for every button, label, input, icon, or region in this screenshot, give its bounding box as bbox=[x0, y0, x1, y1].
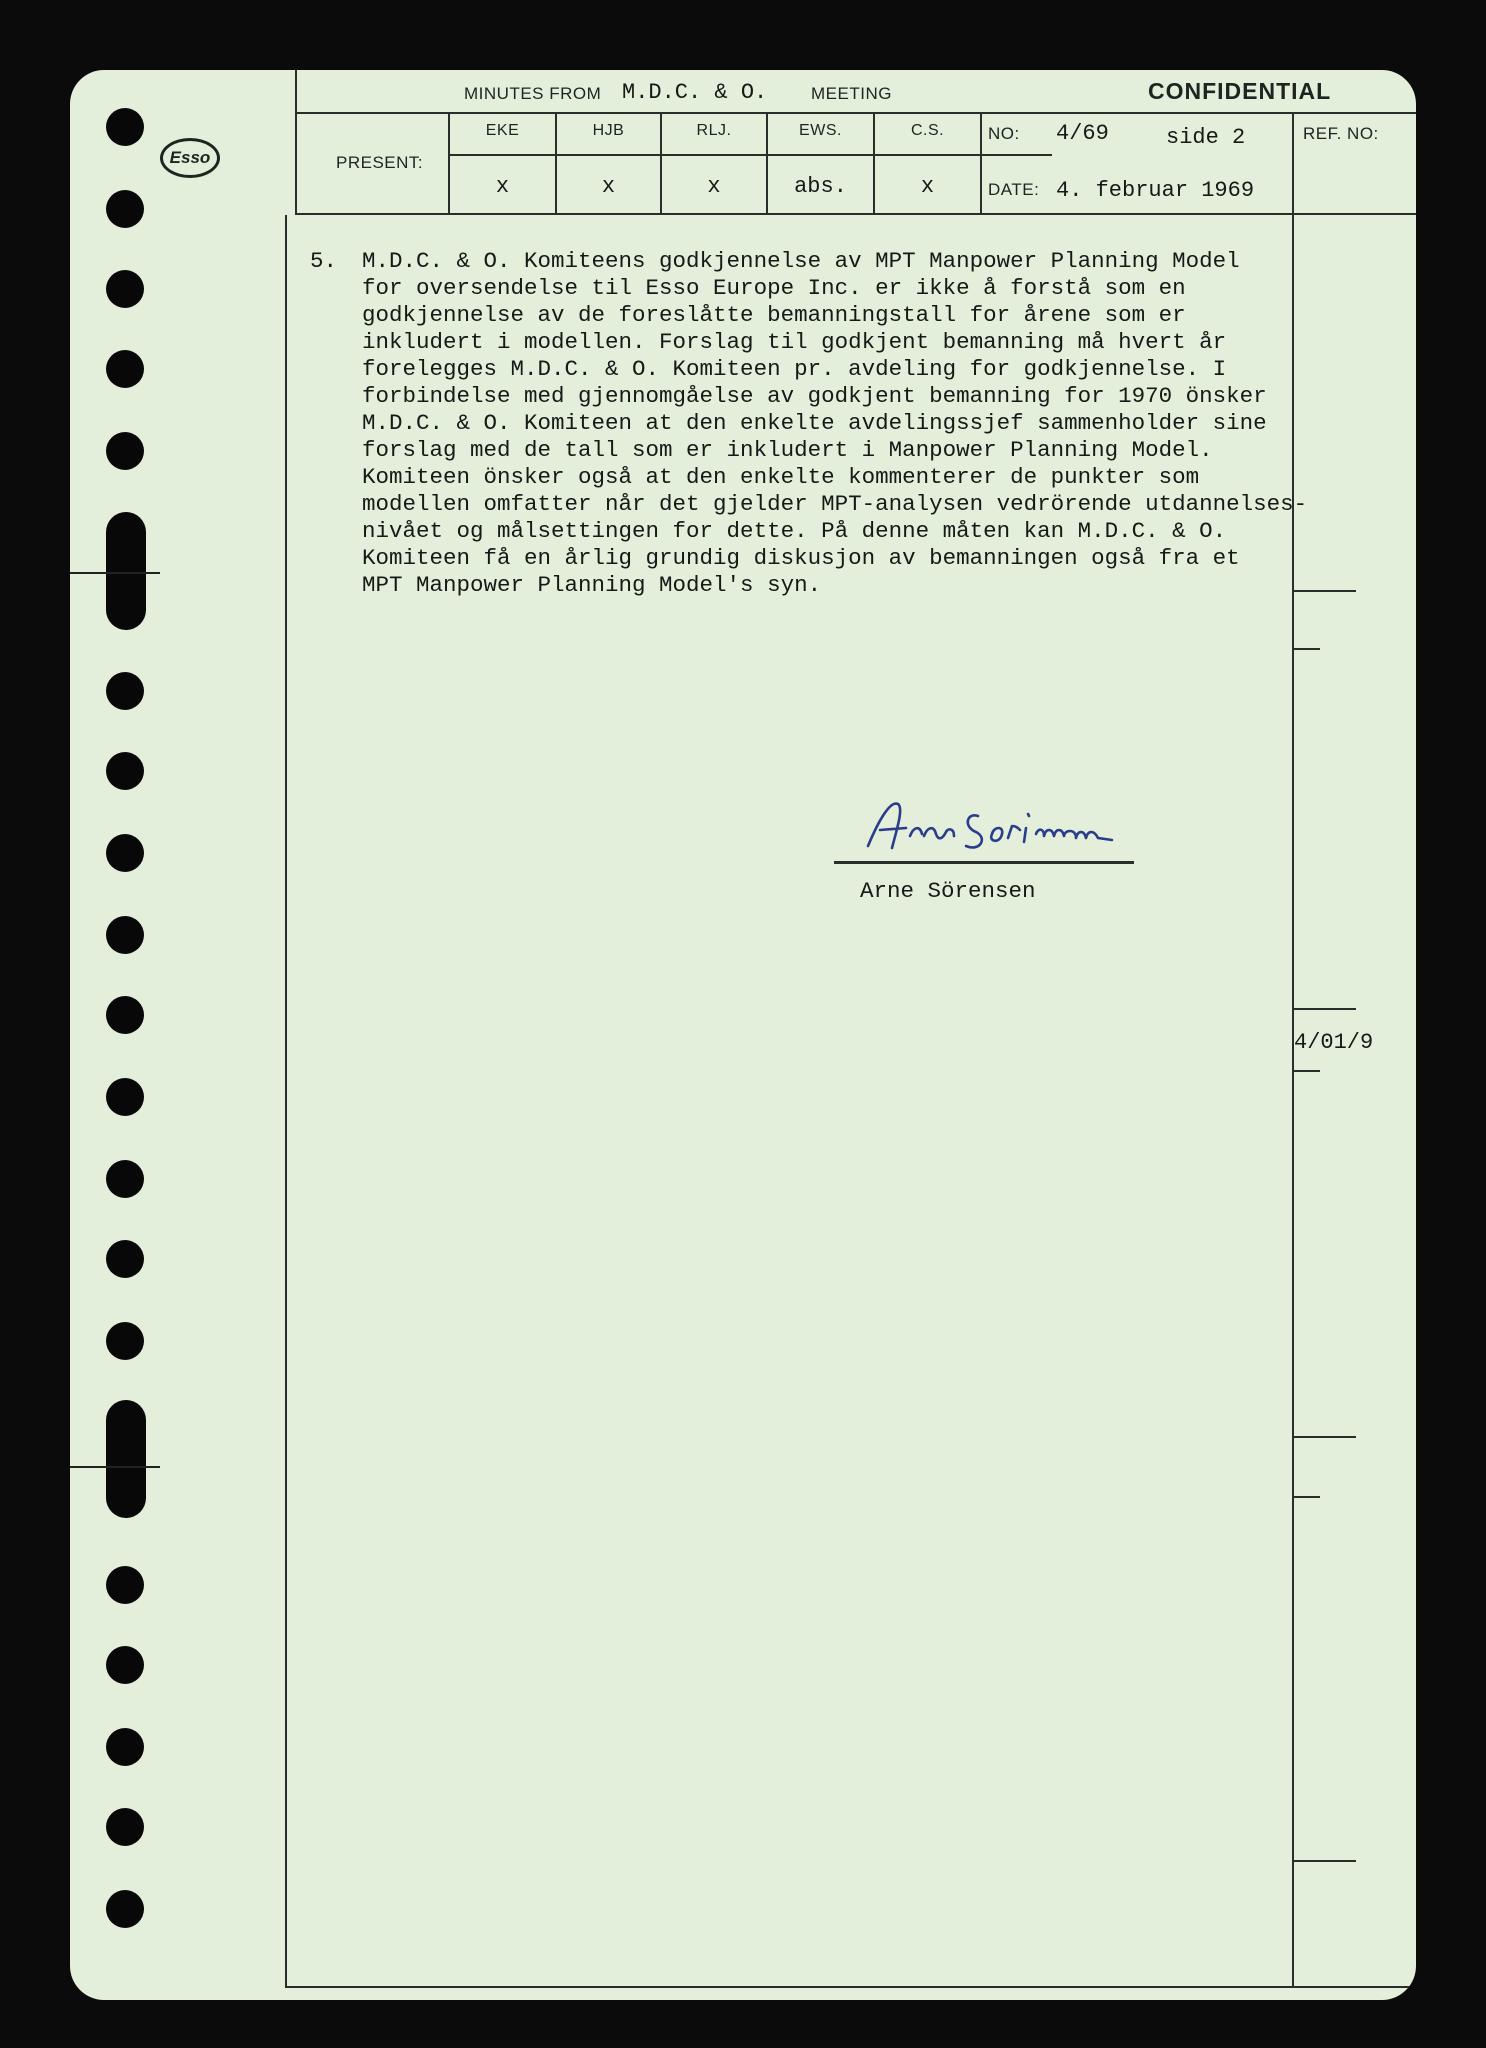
confidential-label: CONFIDENTIAL bbox=[1148, 78, 1332, 104]
binder-hole bbox=[106, 350, 144, 388]
binder-hole bbox=[106, 1160, 144, 1198]
handwritten-signature bbox=[850, 782, 1170, 872]
left-margin-rule bbox=[285, 215, 287, 1988]
item-text-line: forelegges M.D.C. & O. Komiteen pr. avdeling for godkjennelse. I bbox=[362, 356, 1227, 382]
signature-rule bbox=[834, 861, 1134, 864]
binder-hole bbox=[106, 1240, 144, 1278]
item-text-line: for oversendelse til Esso Europe Inc. er ikke å forstå som en bbox=[362, 275, 1186, 301]
margin-tick bbox=[1292, 1860, 1356, 1862]
meeting-label: MEETING bbox=[811, 84, 892, 103]
header-rule bbox=[295, 213, 1416, 215]
header-rule bbox=[980, 112, 982, 215]
item-number: 5. bbox=[310, 248, 338, 274]
margin-tick bbox=[1292, 1070, 1320, 1072]
header-rule bbox=[448, 154, 1052, 156]
margin-tick bbox=[1292, 1496, 1320, 1498]
ref-number-label: REF. NO: bbox=[1303, 124, 1379, 143]
binder-slot bbox=[106, 1400, 146, 1518]
binder-thread bbox=[70, 572, 160, 574]
bottom-rule bbox=[285, 1986, 1416, 1988]
esso-logo-text: Esso bbox=[169, 148, 211, 167]
attendee-initials: C.S. bbox=[910, 122, 945, 139]
item-text-line: Komiteen önsker også at den enkelte kommenterer de punkter som bbox=[362, 464, 1200, 490]
attendee-mark: x bbox=[495, 174, 510, 199]
binder-hole bbox=[106, 1808, 144, 1846]
page-side: side 2 bbox=[1166, 125, 1246, 150]
attendee-mark: x bbox=[707, 174, 721, 199]
item-text-line: M.D.C. & O. Komiteens godkjennelse av MPT Manpower Planning Model bbox=[362, 248, 1240, 274]
margin-tick bbox=[1292, 1008, 1356, 1010]
binder-hole bbox=[106, 916, 144, 954]
attendee-initials: EWS. bbox=[799, 122, 842, 139]
binder-slot bbox=[106, 512, 146, 630]
binder-hole bbox=[106, 1322, 144, 1360]
binder-hole bbox=[106, 270, 144, 308]
number-value: 4/69 bbox=[1056, 121, 1109, 146]
binder-hole bbox=[106, 108, 144, 146]
esso-logo bbox=[160, 138, 220, 178]
present-label: PRESENT: bbox=[336, 153, 424, 172]
binder-hole bbox=[106, 432, 144, 470]
document-sheet bbox=[70, 70, 1416, 2000]
committee-name: M.D.C. & O. bbox=[622, 80, 768, 105]
item-text-line: godkjennelse av de foreslåtte bemanningstall for årene som er bbox=[362, 302, 1186, 328]
binder-hole bbox=[106, 1728, 144, 1766]
binder-hole bbox=[106, 1890, 144, 1928]
margin-note: 4/01/9 bbox=[1294, 1030, 1374, 1055]
header-rule bbox=[295, 70, 297, 215]
margin-tick bbox=[1292, 648, 1320, 650]
attendee-mark: x bbox=[920, 174, 935, 199]
binder-hole bbox=[106, 1646, 144, 1684]
binder-hole bbox=[106, 752, 144, 790]
item-text-line: forbindelse med gjennomgåelse av godkjent bemanning for 1970 önsker bbox=[362, 383, 1267, 409]
date-label: DATE: bbox=[988, 180, 1040, 199]
item-text-line: forslag med de tall som er inkludert i Manpower Planning Model. bbox=[362, 437, 1213, 463]
number-label: NO: bbox=[988, 124, 1020, 143]
header-rule bbox=[1292, 112, 1294, 215]
signatory-name: Arne Sörensen bbox=[860, 878, 1036, 904]
binder-thread bbox=[70, 1466, 160, 1468]
binder-hole bbox=[106, 996, 144, 1034]
minutes-from-label: MINUTES FROM bbox=[464, 84, 602, 103]
attendee-initials: RLJ. bbox=[696, 122, 732, 139]
header-rule bbox=[295, 112, 1416, 114]
binder-hole bbox=[106, 672, 144, 710]
item-text bbox=[362, 248, 1307, 599]
item-text-line: modellen omfatter når det gjelder MPT-analysen vedrörende utdannelses- bbox=[362, 491, 1308, 517]
attendee-mark: x bbox=[601, 174, 616, 199]
item-text-line: MPT Manpower Planning Model's syn. bbox=[362, 572, 822, 598]
binder-hole bbox=[106, 1566, 144, 1604]
item-text-line: nivået og målsettingen for dette. På denne måten kan M.D.C. & O. bbox=[362, 518, 1227, 544]
attendee-initials: HJB bbox=[592, 122, 625, 139]
attendee-initials: EKE bbox=[485, 122, 520, 139]
item-text-line: Komiteen få en årlig grundig diskusjon av bemanningen også fra et bbox=[362, 545, 1240, 571]
binder-hole bbox=[106, 834, 144, 872]
binder-hole bbox=[106, 1078, 144, 1116]
binder-hole bbox=[106, 190, 144, 228]
date-value: 4. februar 1969 bbox=[1056, 178, 1255, 203]
item-text-line: M.D.C. & O. Komiteen at den enkelte avdelingssjef sammenholder sine bbox=[362, 410, 1267, 436]
attendee-mark: abs. bbox=[794, 174, 847, 199]
margin-tick bbox=[1292, 1436, 1356, 1438]
item-text-line: inkludert i modellen. Forslag til godkjent bemanning må hvert år bbox=[362, 329, 1227, 355]
